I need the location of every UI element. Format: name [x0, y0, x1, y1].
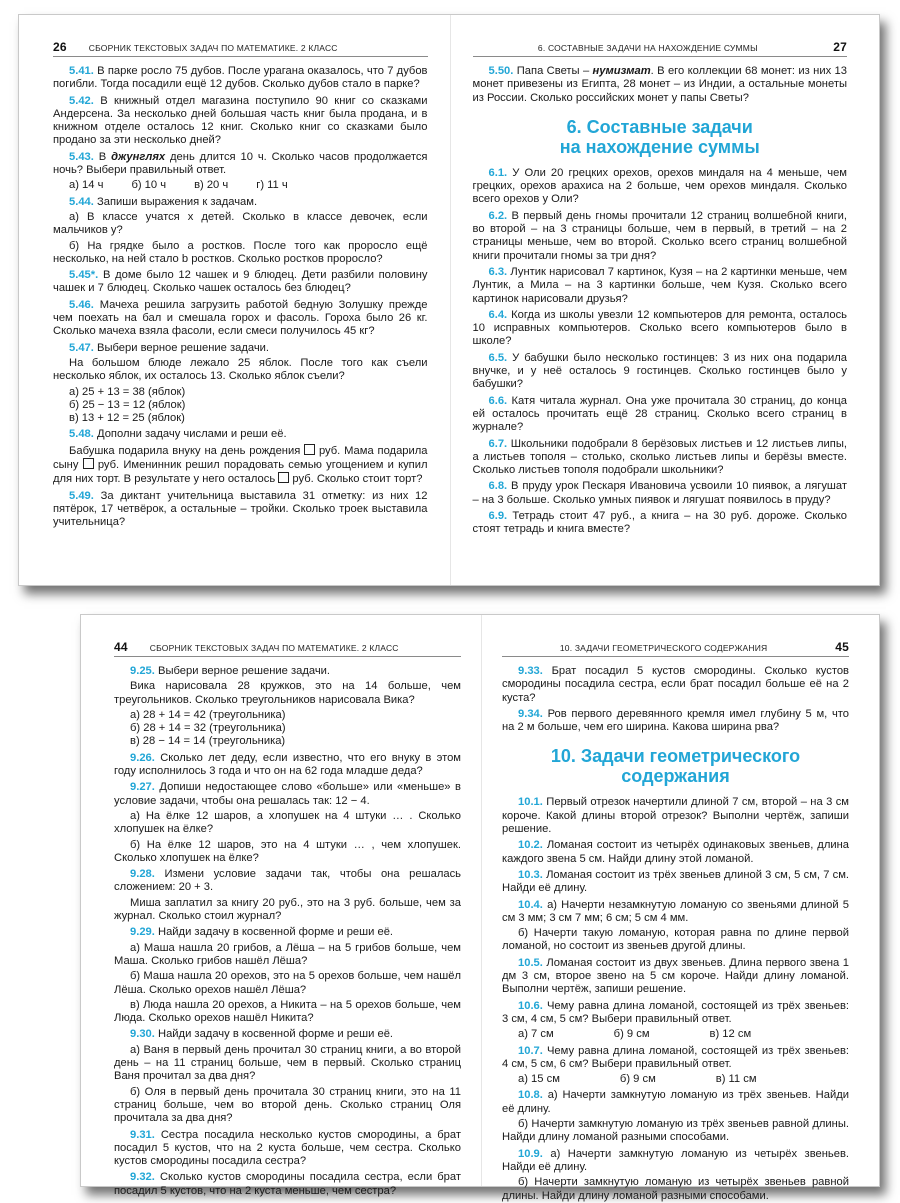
- answer-options: [69, 179, 428, 192]
- problem-9-29-b: б) Маша нашла 20 орехов, это на 5 орехов больше, чем нашёл Лёша. Сколько орехов нашёл Лёша?: [114, 970, 461, 996]
- running-title: СБОРНИК ТЕКСТОВЫХ ЗАДАЧ ПО МАТЕМАТИКЕ. 2 КЛАСС: [88, 43, 338, 53]
- section-heading: 10. Задачи геометрического содержания: [550, 746, 801, 787]
- problem-9-34: 9.34. Ров первого деревянного кремля имел глубину 5 м, что на 2 м больше, чем его ширина. Какова ширина рва?: [502, 707, 849, 734]
- problem-9-32: 9.32. Сколько кустов смородины посадила сестра, если брат посадил 5 кустов, что на 2 куста меньше, чем сестра?: [114, 1171, 462, 1197]
- problem-6-4: 6.4. Когда из школы увезли 12 компьютеров для ремонта, осталось 10 исправных компьютеров. Сколько всего компьютеров было в школе?: [472, 308, 847, 348]
- problem-9-30-a: а) Ваня в первый день прочитал 30 страниц книги, а во второй день – на 11 страниц больше, чем в первый. Сколько страниц Ваня прочитал за два дня?: [114, 1043, 461, 1083]
- problem-9-27-b: б) На ёлке 12 шаров, это на 4 штуки … , чем хлопушек. Сколько хлопушек на ёлке?: [114, 838, 461, 864]
- problem-10-8-b: б) Начерти замкнутую ломаную из трёх звеньев равной длины. Найди длину ломаной разными способами.: [502, 1118, 849, 1144]
- problem-5-48: 5.48. Дополни задачу числами и реши её.: [69, 428, 287, 441]
- option-b: б) 9 см: [613, 1028, 650, 1041]
- running-title: 6. СОСТАВНЫЕ ЗАДАЧИ НА НАХОЖДЕНИЕ СУММЫ: [537, 43, 758, 53]
- problem-10-4-b: б) Начерти такую ломаную, которая равна по длине первой ломаной, но состоит из звеньев другой длины.: [502, 927, 849, 953]
- problem-5-43: 5.43. В джунглях день длится 10 ч. Сколько часов продолжается ночь? Выбери правильный ответ.: [53, 150, 428, 177]
- running-title: СБОРНИК ТЕКСТОВЫХ ЗАДАЧ ПО МАТЕМАТИКЕ. 2 КЛАСС: [149, 643, 399, 653]
- problem-5-44-b: б) На грядке было a ростков. После того как проросло ещё несколько, на ней стало b ростков. Сколько ростков проросло?: [53, 239, 428, 265]
- running-title: 10. ЗАДАЧИ ГЕОМЕТРИЧЕСКОГО СОДЕРЖАНИЯ: [559, 643, 768, 653]
- problem-10-2: 10.2. Ломаная состоит из четырёх одинаковых звеньев, длина каждого звена 5 см. Найди длину этой ломаной.: [502, 839, 849, 865]
- problem-5-48-body: Бабушка подарила внуку на день рождения руб. Мама подарила сыну руб. Именинник решил порадовать семью угощением и купил для них торт. В результате у него осталось руб. Сколько стоит торт?: [53, 444, 428, 486]
- option-c: в) 12 см: [709, 1028, 752, 1041]
- problem-9-27: 9.27. Допиши недостающее слово «больше» или «меньше» в условие задачи, чтобы она решалась так: 12 − 4.: [114, 781, 461, 807]
- problem-10-9-b: б) Начерти замкнутую ломаную из четырёх звеньев равной длины. Найди длину ломаной разными способами.: [502, 1176, 849, 1202]
- solution-c: в) 28 − 14 = 14 (треугольника): [130, 735, 286, 748]
- answer-options: [518, 1073, 849, 1086]
- problem-9-28: 9.28. Измени условие задачи так, чтобы она решалась сложением: 20 + 3.: [114, 868, 461, 894]
- running-header: [473, 40, 848, 57]
- page-27: [451, 15, 880, 585]
- problem-9-29-a: а) Маша нашла 20 грибов, а Лёша – на 5 грибов больше, чем Маша. Сколько грибов нашёл Лёша?: [114, 941, 461, 967]
- running-header: [114, 640, 461, 657]
- option-c: в) 20 ч: [194, 179, 229, 192]
- page-number: 27: [833, 40, 847, 54]
- problem-9-29-c: в) Люда нашла 20 орехов, а Никита – на 5 орехов больше, чем Люда. Сколько орехов нашёл Никита?: [114, 998, 461, 1025]
- problem-5-42: 5.42. В книжный отдел магазина поступило 90 книг со сказками Андерсена. За несколько дней большая часть книг была продана, и в книжном отделе осталось 12 книг. Сколько книг со сказками было продано за эти несколько дней?: [53, 94, 428, 147]
- problem-9-31: 9.31. Сестра посадила несколько кустов смородины, а брат посадил 5 кустов, что на 2 куста больше, чем сестра. Сколько кустов смородины посадила сестра?: [114, 1128, 461, 1168]
- blank-box: [83, 458, 94, 469]
- problem-10-1: 10.1. Первый отрезок начертили длиной 7 см, второй – на 3 см короче. Какой длины второй отрезок? Выполни чертёж, запиши решение.: [502, 796, 849, 836]
- problem-5-49: 5.49. За диктант учительница выставила 31 отметку: из них 12 пятёрок, 17 четвёрок, а остальные – тройки. Сколько троек выставила учительница?: [53, 489, 428, 529]
- problem-5-41: 5.41. В парке росло 75 дубов. После урагана оказалось, что 7 дубов погибли. Тогда посадили ещё 12 дубов. Сколько дубов стало в парке?: [53, 65, 428, 91]
- problem-6-2: 6.2. В первый день гномы прочитали 12 страниц волшебной книги, во второй – на 3 страницы больше, чем в первый, в третий – на 2 страницы меньше, чем во второй. Сколько всего страниц волшебной книги прочитали гномы за три дня?: [472, 209, 848, 262]
- blank-box: [278, 472, 289, 483]
- problem-10-3: 10.3. Ломаная состоит из трёх звеньев длиной 3 см, 5 см, 7 см. Найди её длину.: [502, 868, 850, 895]
- solution-a: а) 25 + 13 = 38 (яблок): [69, 385, 186, 398]
- problem-6-3: 6.3. Лунтик нарисовал 7 картинок, Кузя – на 2 картинки меньше, чем Лунтик, а Мила – на 3 картинки больше, чем Кузя. Сколько всего картинок нарисовали друзья?: [472, 265, 848, 305]
- page-45: [482, 615, 879, 1202]
- problem-10-6: 10.6. Чему равна длина ломаной, состоящей из трёх звеньев: 3 см, 4 см, 5 см? Выбери правильный ответ.: [502, 999, 849, 1025]
- problem-9-28-body: Миша заплатил за книгу 20 руб., это на 3 руб. больше, чем за журнал. Сколько стоил журнал?: [114, 896, 461, 923]
- problem-6-1: 6.1. У Оли 20 грецких орехов, орехов миндаля на 4 меньше, чем грецких, орехов арахиса на 2 больше, чем орехов миндаля. Сколько всего орехов у Оли?: [472, 166, 847, 206]
- problem-10-5: 10.5. Ломаная состоит из двух звеньев. Длина первого звена 1 дм 3 см, второе звено на 5 см короче. Найди длину ломаной. Выполни чертёж, запиши решение.: [502, 956, 849, 996]
- problem-10-8: 10.8. а) Начерти замкнутую ломаную из трёх звеньев. Найди её длину.: [502, 1089, 849, 1115]
- problem-6-8: 6.8. В пруду урок Пескаря Ивановича усвоили 10 пиявок, а лягушат – на 3 больше. Сколько умных пиявок и лягушат появилось в пруду?: [472, 480, 847, 506]
- page-number: 45: [835, 640, 849, 654]
- page-26: [19, 15, 450, 585]
- problem-10-7: 10.7. Чему равна длина ломаной, состоящей из трёх звеньев: 4 см, 5 см, 6 см? Выбери правильный ответ.: [502, 1044, 849, 1070]
- problem-5-44: 5.44. Запиши выражения к задачам.: [69, 195, 258, 208]
- option-c: в) 11 см: [715, 1073, 757, 1086]
- page-number: 26: [53, 40, 67, 54]
- problem-9-30-b: б) Оля в первый день прочитала 30 страниц книги, это на 11 страниц больше, чем во второй день. Сколько страниц Оля прочитала за два дня?: [114, 1085, 461, 1125]
- page-44: [81, 615, 481, 1197]
- problem-9-25-body: Вика нарисовала 28 кружков, это на 14 больше, чем треугольников. Сколько треугольников нарисовала Вика?: [114, 680, 461, 706]
- solution-a: а) 28 + 14 = 42 (треугольника): [130, 708, 286, 721]
- problem-6-7: 6.7. Школьники подобрали 8 берёзовых листьев и 12 листьев липы, а листьев тополя – столько, сколько листьев липы и берёзы вместе. Сколько листьев тополя подобрали школьники?: [472, 437, 847, 477]
- section-heading: 6. Составные задачи на нахождение суммы: [559, 116, 760, 157]
- problem-6-5: 6.5. У бабушки было несколько гостинцев: 3 из них она подарила внучке, и у неё осталось 9 гостинцев. Сколько гостинцев было у бабушки?: [472, 351, 848, 391]
- book-spread-pages-44-45: [80, 614, 880, 1202]
- solution-b: б) 25 − 13 = 12 (яблок): [69, 398, 186, 411]
- problem-9-30: 9.30. Найди задачу в косвенной форме и реши её.: [130, 1028, 394, 1041]
- problem-9-25: 9.25. Выбери верное решение задачи.: [130, 665, 331, 677]
- running-header: [502, 640, 849, 657]
- answer-options: [518, 1028, 849, 1041]
- solution-c: в) 13 + 12 = 25 (яблок): [69, 412, 185, 425]
- problem-9-26: 9.26. Сколько лет деду, если известно, что его внуку в этом году исполнилось 3 года и что он на 62 года младше деда?: [114, 751, 461, 778]
- problem-6-6: 6.6. Катя читала журнал. Она уже прочитала 30 страниц, до конца ей осталось прочитать ещё 28 страниц. Сколько всего страниц в журнале?: [472, 394, 847, 434]
- problem-5-47-body: На большом блюде лежало 25 яблок. После того как съели несколько яблок, их осталось 13. Сколько яблок съели?: [53, 356, 428, 383]
- problem-9-33: 9.33. Брат посадил 5 кустов смородины. Сколько кустов смородины посадила сестра, если брат посадил больше её на 2 куста?: [502, 665, 849, 704]
- problem-5-50: 5.50. Папа Светы – нумизмат. В его коллекции 68 монет: из них 13 монет привезены из Египта, 28 монет – из Индии, а остальные монеты из России. Сколько российских монет у папы Светы?: [472, 65, 847, 104]
- problem-10-9: 10.9. а) Начерти замкнутую ломаную из четырёх звеньев. Найди её длину.: [502, 1147, 850, 1173]
- problem-5-44-a: а) В классе учатся x детей. Сколько в классе девочек, если мальчиков y?: [53, 210, 428, 237]
- option-b: б) 10 ч: [131, 179, 167, 192]
- book-spread-pages-26-27: [18, 14, 880, 586]
- solution-b: б) 28 + 14 = 32 (треугольника): [130, 722, 286, 735]
- problem-9-27-a: а) На ёлке 12 шаров, а хлопушек на 4 штуки … . Сколько хлопушек на ёлке?: [114, 809, 461, 836]
- option-a: а) 15 см: [518, 1073, 560, 1086]
- running-header: [53, 40, 428, 57]
- option-a: а) 14 ч: [69, 179, 104, 192]
- page-number: 44: [114, 640, 128, 654]
- option-d: г) 11 ч: [256, 179, 288, 192]
- problem-5-47: 5.47. Выбери верное решение задачи.: [69, 341, 270, 354]
- option-b: б) 9 см: [619, 1073, 656, 1086]
- problem-5-45: 5.45*. В доме было 12 чашек и 9 блюдец. Дети разбили половину чашек и 7 блюдец. Сколько чашек осталось без блюдец?: [53, 269, 428, 295]
- problem-9-29: 9.29. Найди задачу в косвенной форме и реши её.: [130, 926, 394, 939]
- option-a: а) 7 см: [518, 1028, 554, 1041]
- problem-10-4: 10.4. а) Начерти незамкнутую ломаную со звеньями длиной 5 см 3 мм; 3 см 7 мм; 6 см; 5 см 4 мм.: [502, 898, 849, 924]
- blank-box: [304, 444, 315, 455]
- problem-6-9: 6.9. Тетрадь стоит 47 руб., а книга – на 30 руб. дороже. Сколько стоят тетрадь и книга вместе?: [472, 510, 847, 536]
- problem-5-46: 5.46. Мачеха решила загрузить работой бедную Золушку прежде чем поехать на бал и смешала горох и фасоль. Гороха было 26 кг. Сколько мачеха взяла фасоли, если смеси получилось 45 кг?: [53, 298, 428, 338]
